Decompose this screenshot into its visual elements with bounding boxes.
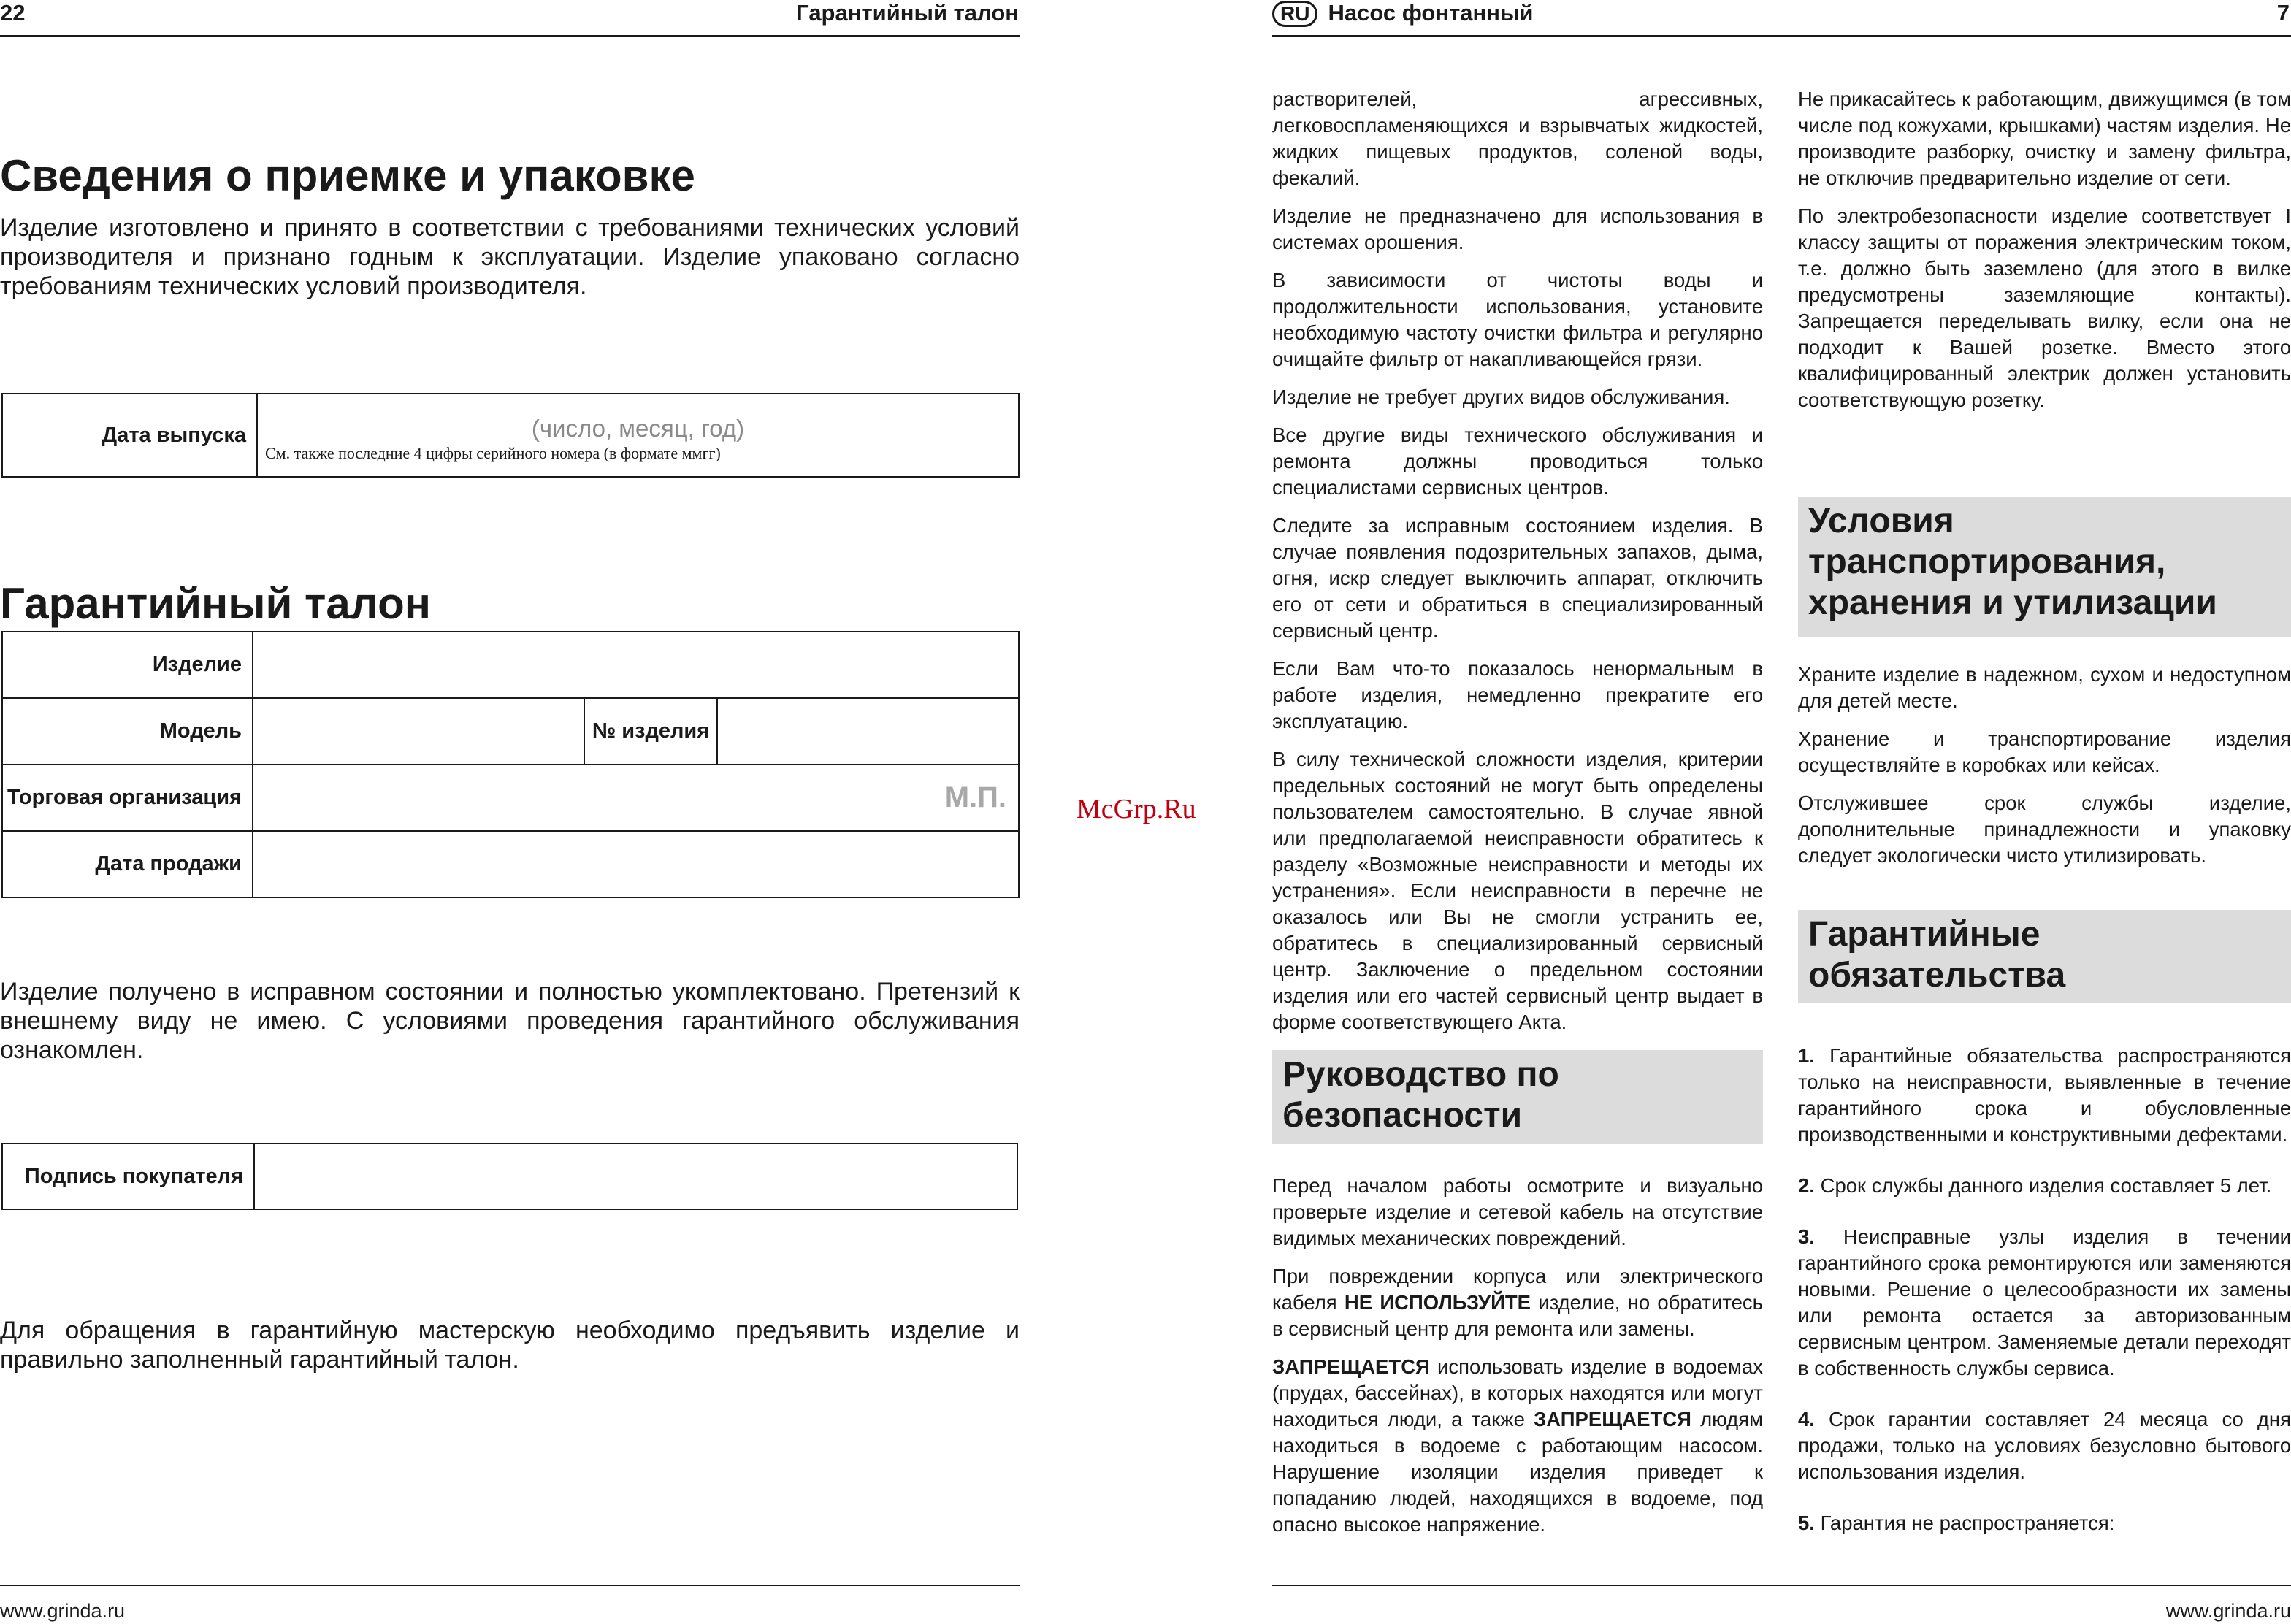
receipt-text: Изделие получено в исправном состоянии и полностью укомплектовано. Претензий к внешнему виду не имею. С условиями проведения гарантийного обслуживания ознакомлен. (0, 978, 1020, 1064)
release-date-note: См. также последние 4 цифры серийного номера (в формате ммгг) (265, 444, 721, 462)
product-number-field[interactable] (717, 698, 1019, 765)
paragraph: Перед началом работы осмотрите и визуально проверьте изделие и сетевой кабель на отсутствие видимых механических повреждений. (1272, 1174, 1763, 1249)
trade-org-field[interactable] (253, 765, 1019, 831)
paragraph: Хранение и транспортирование изделия осуществляйте в коробках или кейсах. (1798, 727, 2291, 776)
right-header (1272, 0, 1533, 27)
product-number-label: № изделия (584, 698, 717, 765)
list-item: 5. Гарантия не распространяется: (1798, 1512, 2115, 1534)
stamp-mark: М.П. (944, 781, 1006, 813)
paragraph: Следите за исправным состоянием изделия. В случае появления подозрительных запахов, дыма, огня, искр следует выключить аппарат, отключить его от сети и обратиться в специализированный сервисный центр. (1272, 514, 1763, 642)
safety-text (1272, 1173, 1763, 1550)
signature-label: Подпись покупателя (2, 1144, 254, 1209)
model-field[interactable] (253, 698, 584, 765)
sale-date-label: Дата продажи (2, 831, 253, 897)
page-number: 7 (2276, 0, 2290, 26)
section-title-acceptance: Сведения о приемке и упаковке (0, 151, 695, 200)
paragraph: В силу технической сложности изделия, критерии предельных состояний не могут быть определены пользователем самостоятельно. В случае явной или предполагаемой неисправности обратитесь к разделу «Возможные неисправности и методы их устранения». Если неисправности в перечне не оказалось или Вы не смогли устранить ее, обратитесь в специализированный сервисный центр. Заключение о предельном состоянии изделия или его частей сервисный центр выдает в форме соответствующего Акта. (1272, 748, 1763, 1033)
signature-table (1, 1143, 1018, 1210)
release-date-placeholder: (число, месяц, год) (531, 415, 745, 442)
acceptance-text: Изделие изготовлено и принято в соответствии с требованиями технических условий производителя и признано годным к эксплуатации. Изделие упаковано согласно требованиям технических условий производителя. (0, 214, 1020, 300)
transport-text (1798, 662, 2291, 881)
list-item: 2. Срок службы данного изделия составляет 5 лет. (1798, 1174, 2272, 1197)
watermark: McGrp.Ru (1076, 794, 1196, 824)
release-date-field[interactable] (257, 394, 1019, 477)
list-item: 3. Неисправные узлы изделия в течении гарантийного срока ремонтируются или заменяются новыми. Решение о целесообразности их замены или ремонта остается за авторизованным сервисным центром. Заменяемые детали переходят в собственность службы сервиса. (1798, 1225, 2291, 1379)
paragraph: Изделие не предназначено для использования в системах орошения. (1272, 204, 1763, 253)
paragraph: Если Вам что-то показалось ненормальным в работе изделия, немедленно прекратите его эксплуатацию. (1272, 657, 1763, 732)
warranty-list (1798, 1043, 2291, 1561)
section-title-warranty: Гарантийный талон (0, 579, 432, 628)
column-1 (1272, 86, 1763, 1047)
paragraph: Отслужившее срок службы изделие, дополнительные принадлежности и упаковку следует экологически чисто утилизировать. (1798, 792, 2291, 867)
paragraph: растворителей, агрессивных, легковоспламеняющихся и взрывчатых жидкостей, жидких пищевых продуктов, соленой воды, фекалий. (1272, 88, 1763, 189)
product-label: Изделие (2, 632, 253, 698)
paragraph: В зависимости от чистоты воды и продолжительности использования, установите необходимую частоту очистки фильтра и регулярно очищайте фильтр от накапливающейся грязи. (1272, 269, 1763, 370)
list-item: 4. Срок гарантии составляет 24 месяца со дня продажи, только на условиях безусловно бытового использования изделия. (1798, 1408, 2291, 1483)
signature-field[interactable] (254, 1144, 1017, 1209)
product-field[interactable] (253, 632, 1019, 698)
trade-org-label: Торговая организация (2, 765, 253, 831)
release-date-table (1, 393, 1020, 478)
footer-rule (1272, 1585, 2291, 1586)
paragraph: Все другие виды технического обслуживания и ремонта должны проводиться только специалистами сервисных центров. (1272, 424, 1763, 499)
sale-date-field[interactable] (253, 831, 1019, 897)
paragraph: ЗАПРЕЩАЕТСЯ использовать изделие в водоемах (прудах, бассейнах), в которых находятся или могут находиться люди, а также ЗАПРЕЩАЕТСЯ людям находиться в водоеме с работающим насосом. Нарушение изоляции изделия приведет к попаданию людей, находящихся в водоеме, под опасно высокое напряжение. (1272, 1355, 1763, 1536)
lang-badge: RU (1272, 1, 1317, 27)
footer-url[interactable]: www.grinda.ru (2165, 1600, 2291, 1622)
release-date-label: Дата выпуска (2, 394, 257, 477)
service-text: Для обращения в гарантийную мастерскую необходимо предъявить изделие и правильно заполненный гарантийный талон. (0, 1317, 1020, 1374)
header-title: Насос фонтанный (1328, 0, 1534, 26)
header-rule (0, 35, 1020, 37)
header-rule (1272, 35, 2291, 37)
safety-section-title: Руководство по безопасности (1272, 1050, 1763, 1144)
paragraph: По электробезопасности изделие соответствует I классу защиты от поражения электрическим током, т.е. должно быть заземлено (для этого в вилке предусмотрены заземляющие контакты). Запрещается переделывать вилку, если она не подходит к Вашей розетке. Вместо этого квалифицированный электрик должен установить соответствующую розетку. (1798, 204, 2291, 411)
footer-rule (0, 1585, 1020, 1586)
paragraph: Не прикасайтесь к работающим, движущимся (в том числе под кожухами, крышками) частям изделия. Не производите разборку, очистку и замену фильтра, не отключив предварительно изделие от сети. (1798, 88, 2291, 189)
list-item: 1. Гарантийные обязательства распространяются только на неисправности, выявленные в течение гарантийного срока и обусловленные производственными и конструктивными дефектами. (1798, 1044, 2291, 1146)
warranty-section-title: Гарантийные обязательства (1798, 910, 2291, 1003)
column-2 (1798, 86, 2291, 425)
transport-section-title: Условия транспортирования, хранения и утилизации (1798, 497, 2291, 637)
warranty-table (1, 631, 1020, 898)
page-number: 22 (0, 0, 26, 26)
paragraph: При повреждении корпуса или электрического кабеля НЕ ИСПОЛЬЗУЙТЕ изделие, но обратитесь в сервисный центр для ремонта или замены. (1272, 1265, 1763, 1340)
model-label: Модель (2, 698, 253, 765)
footer-url[interactable]: www.grinda.ru (0, 1600, 126, 1622)
paragraph: Изделие не требует других видов обслуживания. (1272, 386, 1730, 408)
paragraph: Храните изделие в надежном, сухом и недоступном для детей месте. (1798, 663, 2291, 712)
header-title: Гарантийный талон (796, 0, 1019, 26)
